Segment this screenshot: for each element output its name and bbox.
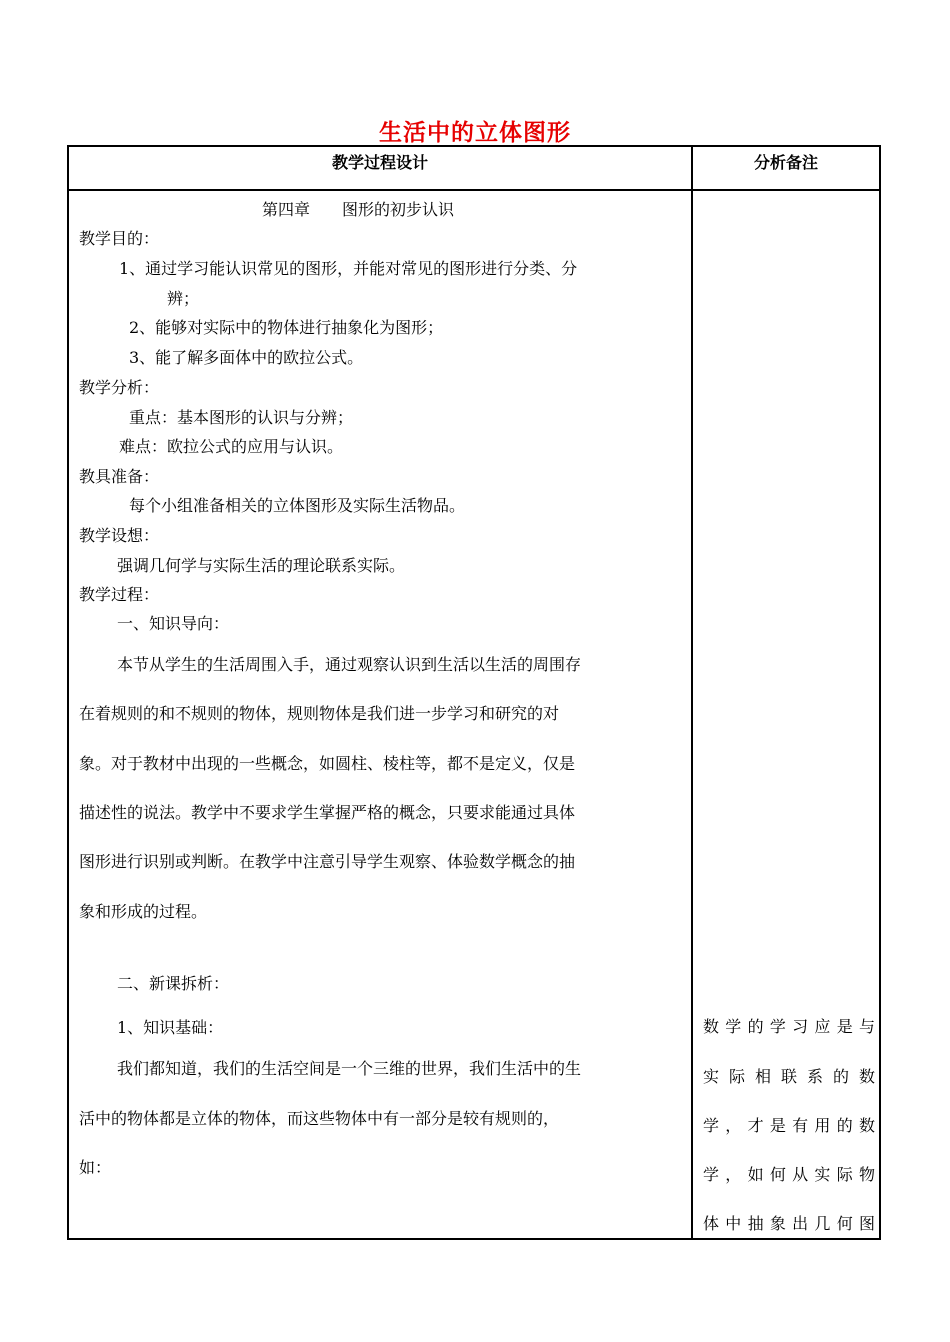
analysis-note-line: 实际相联系的数 — [703, 1067, 875, 1086]
column-divider — [691, 147, 693, 1238]
tools-text: 每个小组准备相关的立体图形及实际生活物品。 — [129, 496, 466, 515]
analysis-label: 教学分析： — [79, 378, 160, 397]
subsection-knowledge-basis: 1、知识基础： — [117, 1018, 224, 1037]
page-title: 生活中的立体图形 — [379, 120, 571, 146]
objective-2: 2、能够对实际中的物体进行抽象化为图形； — [129, 318, 444, 337]
paragraph-line: 在着规则的和不规则的物体，规则物体是我们进一步学习和研究的对 — [79, 704, 560, 723]
paragraph-line: 如： — [79, 1158, 112, 1177]
paragraph-line: 我们都知道，我们的生活空间是一个三维的世界，我们生活中的生 — [117, 1059, 582, 1078]
paragraph-line: 图形进行识别或判断。在教学中注意引导学生观察、体验数学概念的抽 — [79, 852, 576, 871]
paragraph-line: 活中的物体都是立体的物体，而这些物体中有一部分是较有规则的， — [79, 1109, 560, 1128]
paragraph-line: 象。对于教材中出现的一些概念，如圆柱、棱柱等，都不是定义，仅是 — [79, 754, 576, 773]
header-analysis-notes: 分析备注 — [753, 153, 818, 172]
section-knowledge-guide: 一、知识导向： — [117, 614, 230, 633]
process-label: 教学过程： — [79, 585, 160, 604]
objective-1: 1、通过学习能认识常见的图形，并能对常见的图形进行分类、分 — [119, 259, 578, 278]
header-divider — [69, 189, 879, 191]
concept-text: 强调几何学与实际生活的理论联系实际。 — [117, 556, 406, 575]
analysis-note-line: 学，如何从实际物 — [703, 1165, 875, 1184]
chapter-heading: 第四章 图形的初步认识 — [262, 200, 455, 219]
difficult-point: 难点：欧拉公式的应用与认识。 — [119, 437, 344, 456]
objective-3: 3、能了解多面体中的欧拉公式。 — [129, 348, 364, 367]
lesson-table — [67, 145, 881, 1240]
paragraph-line: 本节从学生的生活周围入手，通过观察认识到生活以生活的周围存 — [117, 655, 582, 674]
header-teaching-process: 教学过程设计 — [331, 153, 428, 172]
section-new-lesson: 二、新课拆析： — [117, 974, 230, 993]
tools-label: 教具准备： — [79, 467, 160, 486]
analysis-note-line: 数学的学习应是与 — [703, 1017, 875, 1036]
objectives-label: 教学目的： — [79, 229, 160, 248]
objective-1-cont: 辨； — [167, 289, 200, 308]
analysis-note-line: 体中抽象出几何图 — [703, 1214, 875, 1233]
analysis-note-line: 学，才是有用的数 — [703, 1116, 875, 1135]
paragraph-line: 描述性的说法。教学中不要求学生掌握严格的概念，只要求能通过具体 — [79, 803, 576, 822]
concept-label: 教学设想： — [79, 526, 160, 545]
paragraph-line: 象和形成的过程。 — [79, 902, 208, 921]
key-point: 重点：基本图形的认识与分辨； — [129, 408, 354, 427]
